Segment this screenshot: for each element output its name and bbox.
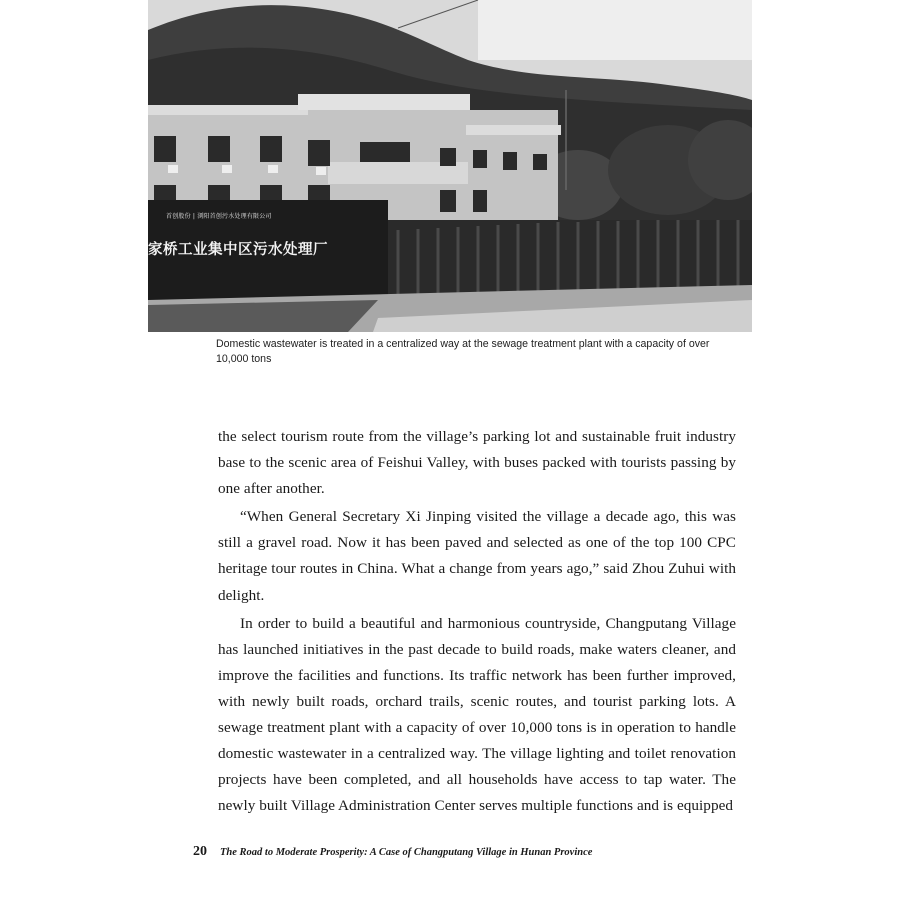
page-footer: [193, 842, 592, 860]
body-text: [218, 424, 736, 819]
running-title: The Road to Moderate Prosperity: A Case of Changputang Village in Hunan Province: [220, 847, 593, 858]
sign-logo-text: 首创股份 | 浏阳首创污水处理有限公司: [166, 213, 272, 220]
paragraph-1: the select tourism route from the village’s parking lot and sustainable fruit industry base to the scenic area of Feishui Valley, with buses packed with tourists passing by one after another.: [218, 428, 736, 498]
paragraph-2: “When General Secretary Xi Jinping visited the village a decade ago, this was still a gravel road. Now it has been paved and selected as one of the top 100 CPC heritage tour routes in China. What a change from years ago,” said Zhou Zuhui with delight.: [218, 508, 736, 604]
sewage-plant-photo: [148, 0, 752, 332]
photo-caption: Domestic wastewater is treated in a centralized way at the sewage treatment plant with a capacity of over 10,000 tons: [216, 338, 710, 365]
sign-main-text: 家桥工业集中区污水处理厂: [148, 242, 328, 258]
page-number: 20: [193, 844, 207, 859]
paragraph-3: In order to build a beautiful and harmonious countryside, Changputang Village has launched initiatives in the past decade to build roads, make waters cleaner, and improve the facilities and functions. Its traffic network has been further improved, with newly built roads, orchard trails, scenic routes, and tourist parking lots. A sewage treatment plant with a capacity of over 10,000 tons is in operation to handle domestic wastewater in a centralized way. The village lighting and toilet renovation projects have been completed, and all households have access to tap water. The newly built Village Administration Center serves multiple functions and is equipped: [218, 614, 736, 815]
photo-illustration: [148, 0, 752, 332]
